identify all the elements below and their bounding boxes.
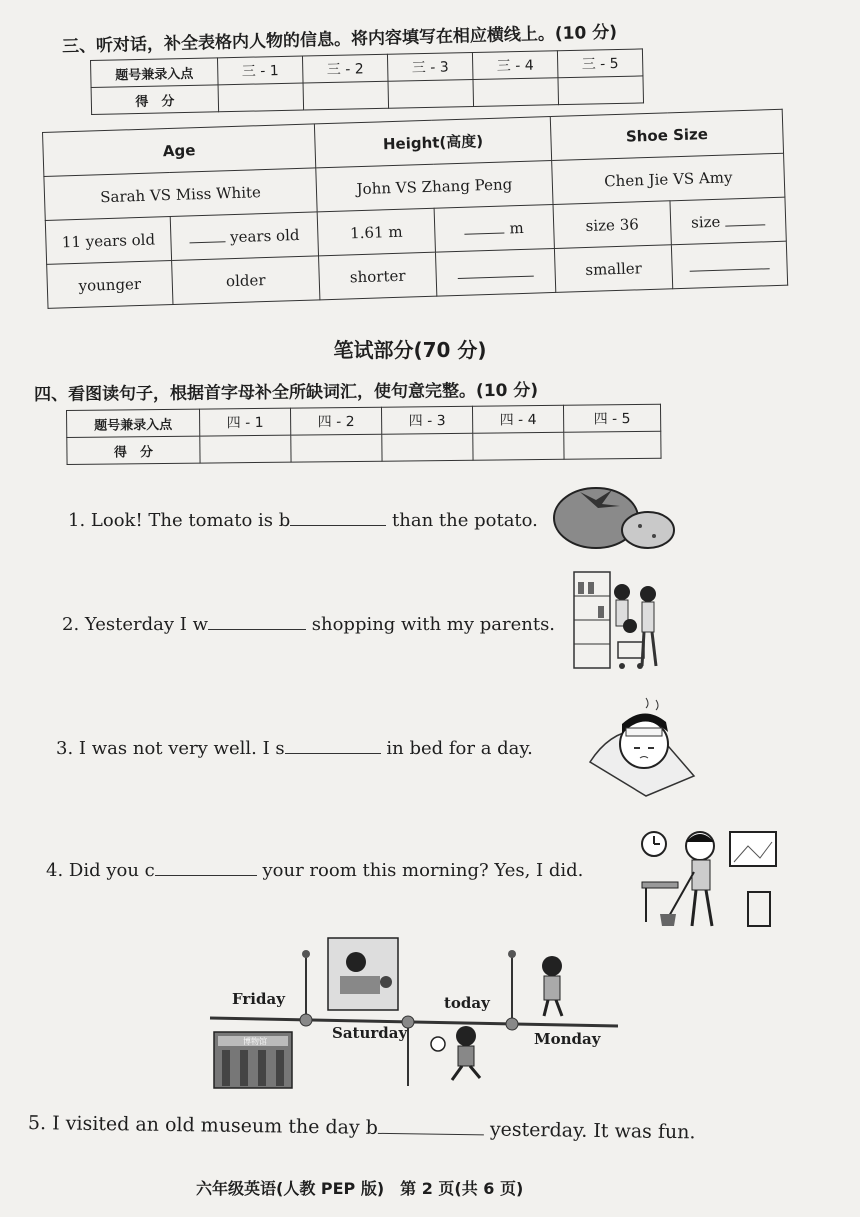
question-5 <box>28 1112 696 1143</box>
question-text: in bed for a day. <box>386 738 533 759</box>
answer-blank[interactable] <box>155 875 257 876</box>
tomato-potato-illustration <box>550 478 678 552</box>
pair-age: Sarah VS Miss White <box>44 168 317 221</box>
answer-blank[interactable] <box>378 1133 484 1135</box>
pair-height: John VS Zhang Peng <box>316 161 553 212</box>
timeline-label-saturday: Saturday <box>332 1024 408 1042</box>
question-number: 2. <box>62 614 80 635</box>
answer-blank[interactable] <box>189 241 225 243</box>
cell-sarah-age: 11 years old <box>45 217 171 265</box>
score-label-score: 得 分 <box>91 85 219 115</box>
unit-label: m <box>509 218 525 237</box>
score-cell[interactable] <box>200 435 291 463</box>
cell-smaller: smaller <box>554 245 672 293</box>
question-text: shopping with my parents. <box>311 614 556 635</box>
question-4 <box>46 860 583 881</box>
score-cell[interactable] <box>564 431 661 459</box>
cell-younger: younger <box>47 260 173 308</box>
section-3-heading: 三、听对话，补全表格内人物的信息。将内容填写在相应横线上。(10 分) <box>61 22 618 57</box>
answer-blank[interactable] <box>290 525 386 526</box>
shopping-family-illustration <box>572 570 676 676</box>
score-cell[interactable] <box>388 79 474 108</box>
answer-blank[interactable] <box>725 224 765 226</box>
question-text: Did you c <box>68 860 155 881</box>
question-number: 4. <box>46 860 64 881</box>
cell-older: older <box>172 256 320 305</box>
score-item: 四 - 5 <box>563 404 660 432</box>
score-label-question: 题号兼录入点 <box>91 58 219 88</box>
score-item: 四 - 1 <box>199 408 290 436</box>
timeline-label-monday: Monday <box>534 1030 601 1048</box>
score-cell[interactable] <box>291 434 382 462</box>
timeline-label-friday: Friday <box>232 990 285 1008</box>
timeline-label-today: today <box>444 994 490 1012</box>
score-item: 四 - 3 <box>381 406 472 434</box>
answer-blank[interactable] <box>458 275 534 278</box>
page-footer: 六年级英语(人教 PEP 版) 第 2 页(共 6 页) <box>196 1179 524 1198</box>
question-text: than the potato. <box>392 510 538 531</box>
question-text: Look! The tomato is b <box>90 510 291 531</box>
score-cell[interactable] <box>473 78 559 107</box>
question-number: 5. <box>27 1112 47 1135</box>
section-4-heading: 四、看图读句子，根据首字母补全所缺词汇，使句意完整。(10 分) <box>33 380 539 405</box>
question-number: 1. <box>68 510 86 531</box>
header-height: Height(高度) <box>314 117 551 168</box>
answer-blank[interactable] <box>465 232 505 234</box>
score-cell[interactable] <box>303 81 389 110</box>
museum-sign: 博物馆 <box>243 1037 267 1046</box>
question-text: your room this morning? Yes, I did. <box>262 860 584 881</box>
score-cell[interactable] <box>382 433 473 461</box>
score-label-score: 得 分 <box>67 436 200 464</box>
score-item: 四 - 4 <box>472 405 563 433</box>
question-number: 3. <box>56 738 74 759</box>
header-shoe-size: Shoe Size <box>550 109 783 160</box>
listening-info-table <box>42 109 788 309</box>
score-cell[interactable] <box>473 432 564 460</box>
question-1 <box>68 510 538 531</box>
timeline-illustration <box>200 932 630 1092</box>
score-item: 三 - 4 <box>472 51 558 80</box>
unit-label: years old <box>229 225 300 246</box>
answer-blank[interactable] <box>208 629 306 630</box>
question-text: Yesterday I w <box>84 614 209 635</box>
score-item: 三 - 3 <box>387 52 473 81</box>
question-text: yesterday. It was fun. <box>489 1118 696 1144</box>
section-4-score-table <box>66 404 662 465</box>
written-part-title: 笔试部分(70 分) <box>333 338 487 362</box>
answer-blank[interactable] <box>285 753 381 754</box>
sick-in-bed-illustration <box>586 692 698 798</box>
score-item: 三 - 1 <box>217 56 303 85</box>
cell-size-compare-blank[interactable] <box>671 241 787 289</box>
question-2 <box>62 614 555 635</box>
question-3 <box>56 738 533 759</box>
section-3-score-table <box>90 48 644 115</box>
header-age: Age <box>43 124 316 177</box>
answer-blank[interactable] <box>690 268 770 272</box>
cell-shorter: shorter <box>319 252 437 300</box>
score-cell[interactable] <box>218 83 304 112</box>
cleaning-room-illustration <box>638 822 782 930</box>
question-text: I visited an old museum the day b <box>52 1112 379 1139</box>
question-text: I was not very well. I s <box>78 738 285 759</box>
unit-label: size <box>690 212 721 232</box>
score-item: 三 - 5 <box>557 49 643 78</box>
cell-amy-size[interactable] <box>670 197 786 245</box>
cell-zhang-peng-height[interactable] <box>434 204 554 252</box>
cell-john-height: 1.61 m <box>317 208 435 256</box>
score-label-question: 题号兼录入点 <box>67 409 200 437</box>
score-item: 三 - 2 <box>302 54 388 83</box>
score-cell[interactable] <box>558 76 644 105</box>
cell-chen-jie-size: size 36 <box>553 201 671 249</box>
score-item: 四 - 2 <box>290 407 381 435</box>
cell-height-compare-blank[interactable] <box>435 248 555 296</box>
cell-miss-white-age[interactable] <box>170 212 318 261</box>
pair-shoe: Chen Jie VS Amy <box>552 153 785 204</box>
